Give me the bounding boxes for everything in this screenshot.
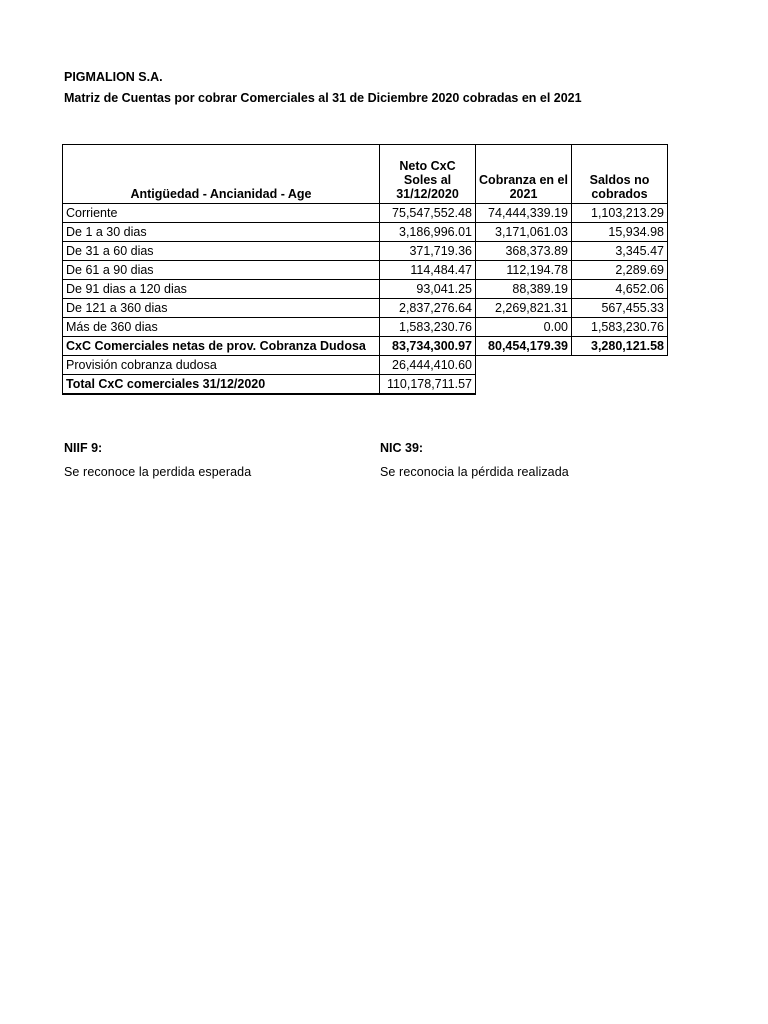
table-row [63,299,668,318]
row-label: Corriente [63,204,380,223]
table-row [63,261,668,280]
nic-note [380,440,569,484]
balance-value: 567,455.33 [572,299,668,318]
collected-value: 112,194.78 [476,261,572,280]
nic-text: Se reconocia la pérdida realizada [380,465,569,479]
niif-heading: NIIF 9: [64,441,103,455]
provision-row [63,356,668,375]
nic-heading: NIC 39: [380,441,424,455]
collected-value: 74,444,339.19 [476,204,572,223]
net-value: 2,837,276.64 [380,299,476,318]
net-value: 1,583,230.76 [380,318,476,337]
row-label: De 31 a 60 dias [63,242,380,261]
table-header-row [63,145,668,204]
collected-value: 0.00 [476,318,572,337]
total-row [63,375,668,395]
net-value: 93,041.25 [380,280,476,299]
column-header-collected: Cobranza en el 2021 [476,145,572,204]
provision-label: Provisión cobranza dudosa [63,356,380,375]
balance-value: 1,103,213.29 [572,204,668,223]
table-row [63,318,668,337]
total-net: 110,178,711.57 [380,375,476,395]
table-row [63,223,668,242]
row-label: De 61 a 90 dias [63,261,380,280]
subtotal-balance: 3,280,121.58 [572,337,668,356]
net-value: 114,484.47 [380,261,476,280]
report-title: Matriz de Cuentas por cobrar Comerciales al 31 de Diciembre 2020 cobradas en el 2021 [64,91,582,105]
balance-value: 4,652.06 [572,280,668,299]
company-name: PIGMALION S.A. [64,70,163,84]
row-label: De 91 dias a 120 dias [63,280,380,299]
receivables-table [62,144,668,395]
balance-value: 1,583,230.76 [572,318,668,337]
row-label: Más de 360 dias [63,318,380,337]
balance-value: 2,289.69 [572,261,668,280]
column-header-net: Neto CxC Soles al 31/12/2020 [380,145,476,204]
table-row [63,242,668,261]
table-row [63,204,668,223]
net-value: 75,547,552.48 [380,204,476,223]
net-value: 371,719.36 [380,242,476,261]
collected-value: 88,389.19 [476,280,572,299]
column-header-age: Antigüedad - Ancianidad - Age [63,145,380,204]
row-label: De 121 a 360 dias [63,299,380,318]
collected-value: 3,171,061.03 [476,223,572,242]
table-row [63,280,668,299]
niif-text: Se reconoce la perdida esperada [64,465,252,479]
balance-value: 3,345.47 [572,242,668,261]
collected-value: 2,269,821.31 [476,299,572,318]
subtotal-row [63,337,668,356]
balance-value: 15,934.98 [572,223,668,242]
net-value: 3,186,996.01 [380,223,476,242]
total-label: Total CxC comerciales 31/12/2020 [63,375,380,395]
subtotal-label: CxC Comerciales netas de prov. Cobranza Dudosa [63,337,380,356]
niif-note [64,440,251,484]
collected-value: 368,373.89 [476,242,572,261]
subtotal-collected: 80,454,179.39 [476,337,572,356]
row-label: De 1 a 30 dias [63,223,380,242]
provision-net: 26,444,410.60 [380,356,476,375]
column-header-balance: Saldos no cobrados [572,145,668,204]
subtotal-net: 83,734,300.97 [380,337,476,356]
